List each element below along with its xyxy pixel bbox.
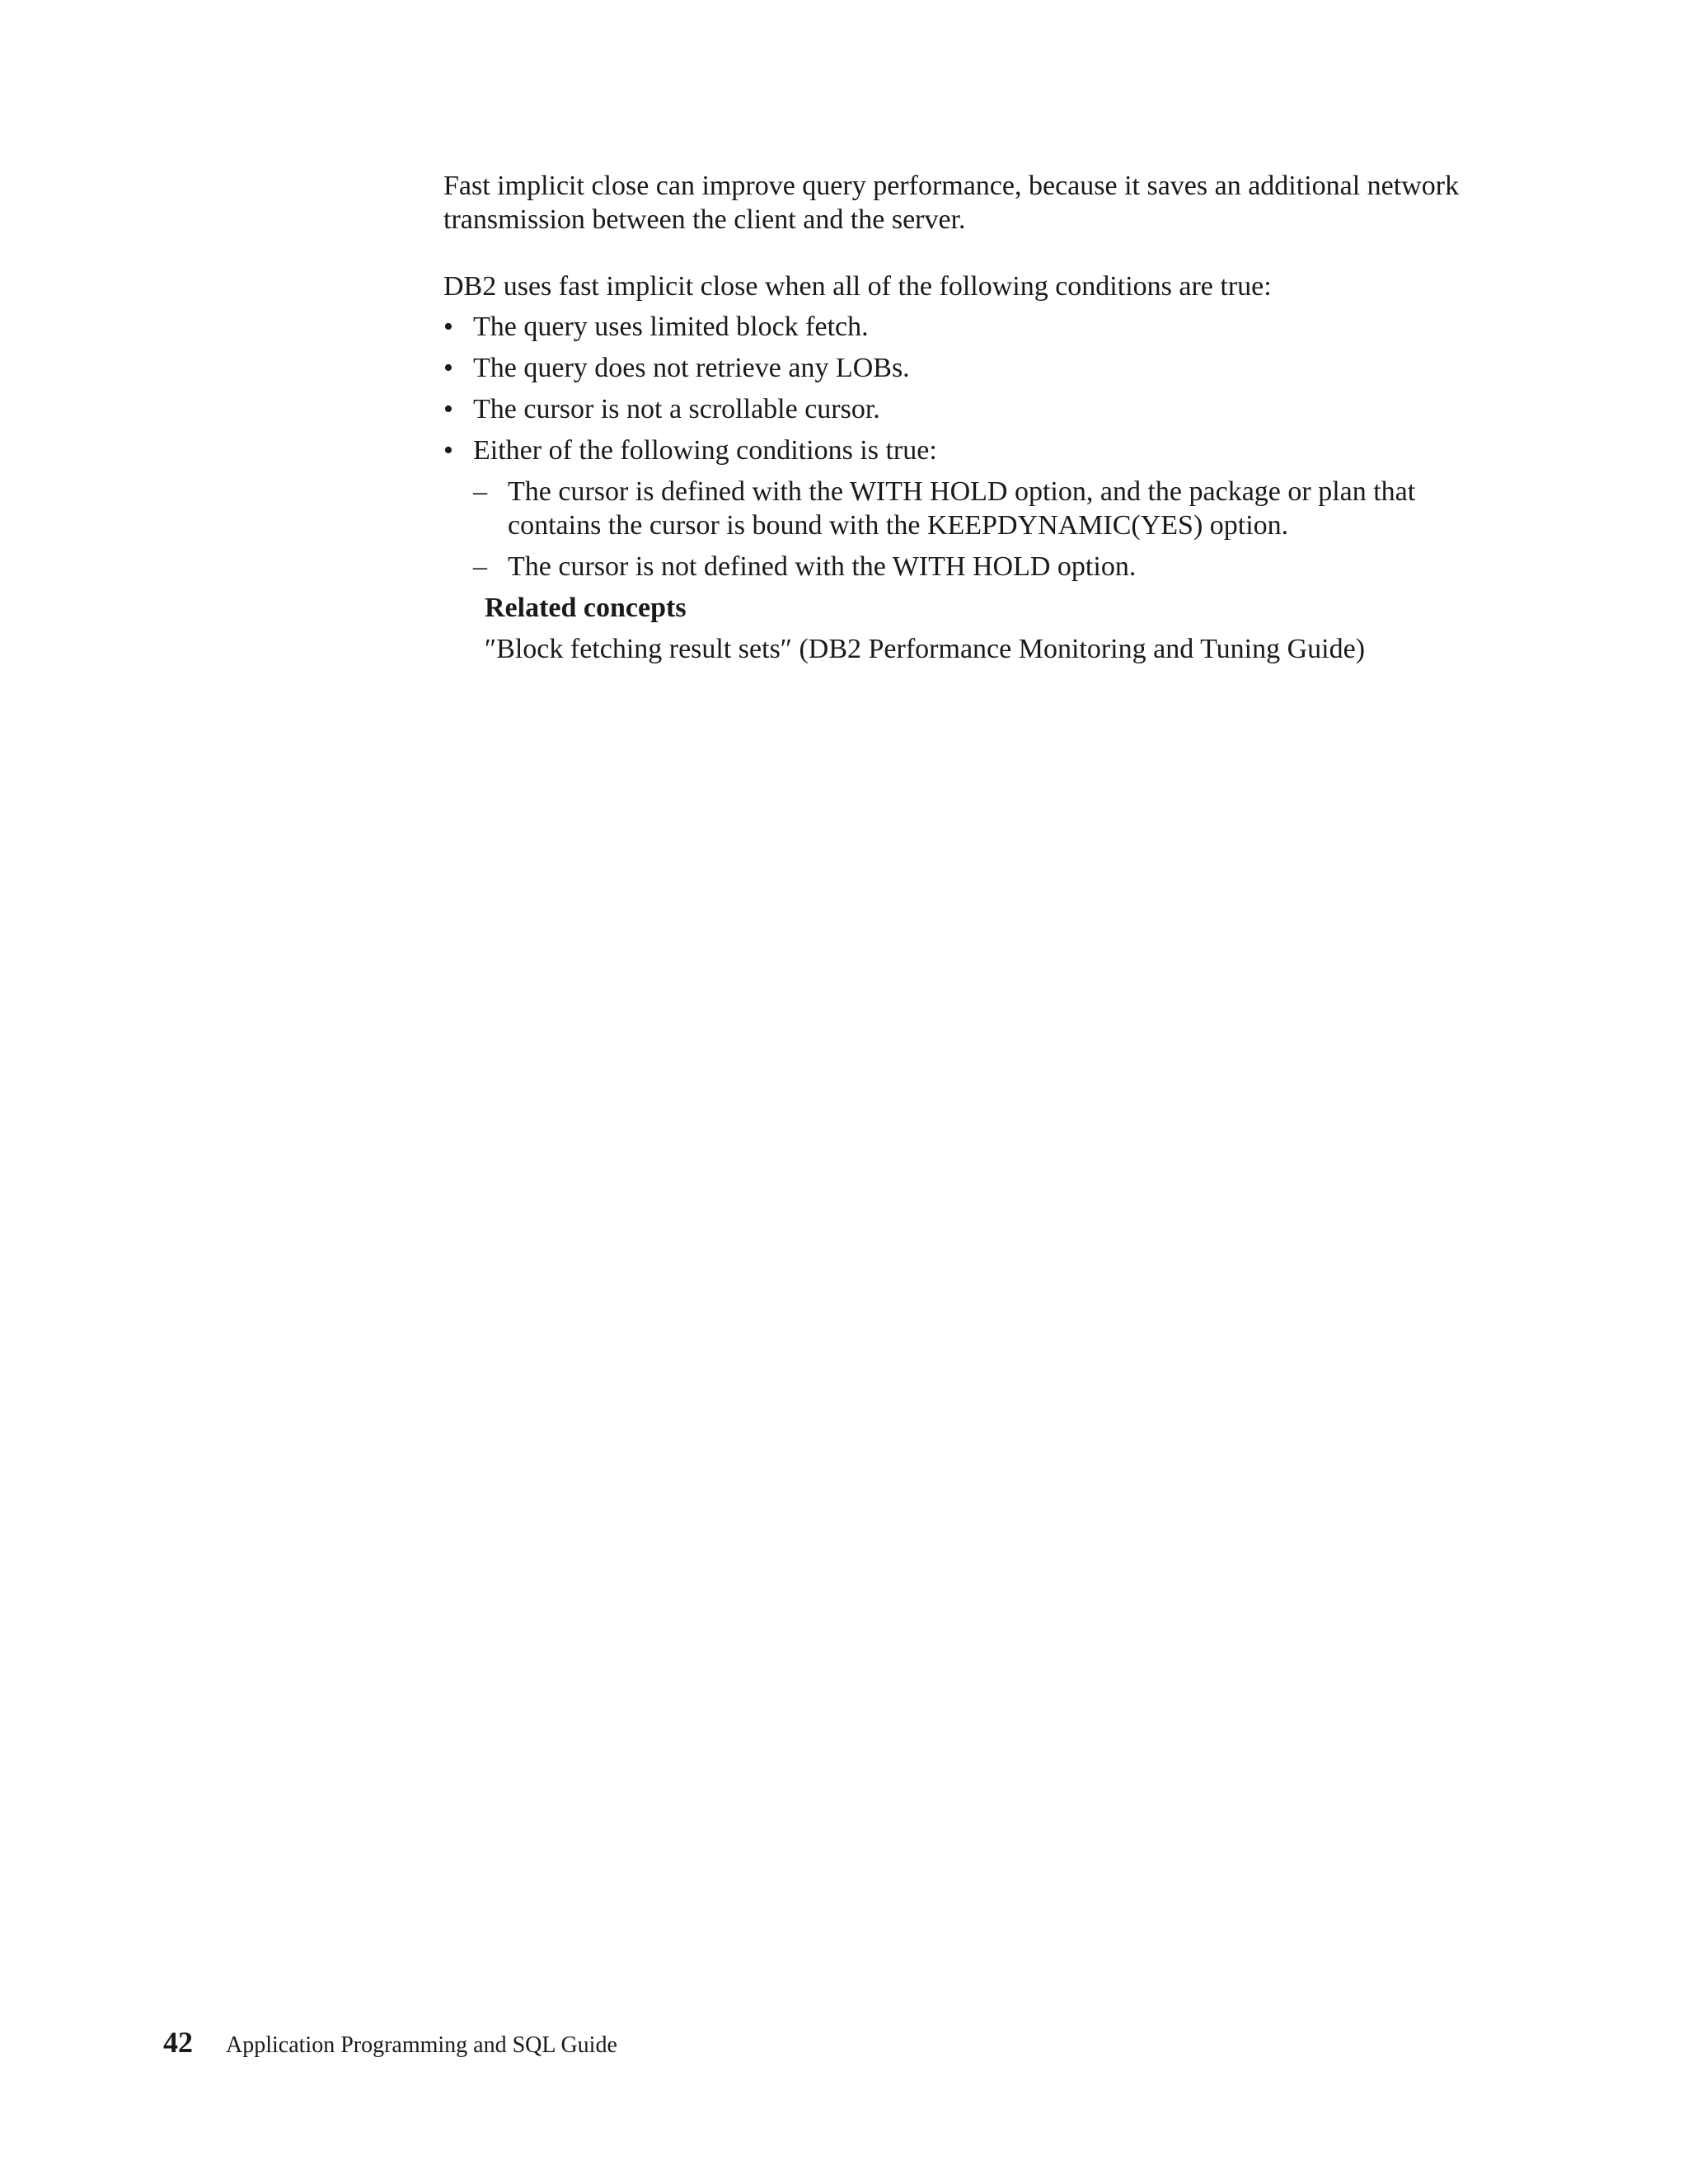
related-concepts-section [485,591,1465,666]
list-item-text: The cursor is not a scrollable cursor. [473,394,880,424]
bullet-icon: • [443,312,453,342]
list-item-text: The query uses limited block fetch. [473,312,869,342]
conditions-list [443,310,1465,583]
dash-icon: – [473,476,487,507]
related-concept-link[interactable]: ″Block fetching result sets″ (DB2 Performance Monitoring and Tuning Guide) [485,634,1366,664]
page-content [443,169,1465,666]
list-item [443,392,1465,426]
sub-list-item-text: The cursor is not defined with the WITH HOLD option. [508,551,1137,582]
list-item [443,351,1465,385]
list-item [443,434,1465,583]
book-title: Application Programming and SQL Guide [226,2032,617,2058]
sub-list-item [473,475,1465,542]
list-item [443,310,1465,344]
related-concepts-heading: Related concepts [485,593,687,623]
paragraph-fast-implicit-close: Fast implicit close can improve query performance, because it saves an additional network transmission between the client and the server. [443,171,1460,235]
sub-list-item-text: The cursor is defined with the WITH HOLD option, and the package or plan that contains the cursor is bound with the KEEPDYNAMIC(YES) option. [508,476,1416,541]
bullet-icon: • [443,353,453,383]
bullet-icon: • [443,435,453,466]
dash-icon: – [473,551,487,582]
sub-conditions-list [473,475,1465,583]
list-item-text: Either of the following conditions is true: [473,435,937,466]
list-item-text: The query does not retrieve any LOBs. [473,353,910,383]
page-number: 42 [163,2026,193,2059]
sub-list-item [473,550,1465,583]
conditions-intro: DB2 uses fast implicit close when all of the following conditions are true: [443,271,1272,302]
bullet-icon: • [443,394,453,424]
page-footer [163,2025,617,2060]
